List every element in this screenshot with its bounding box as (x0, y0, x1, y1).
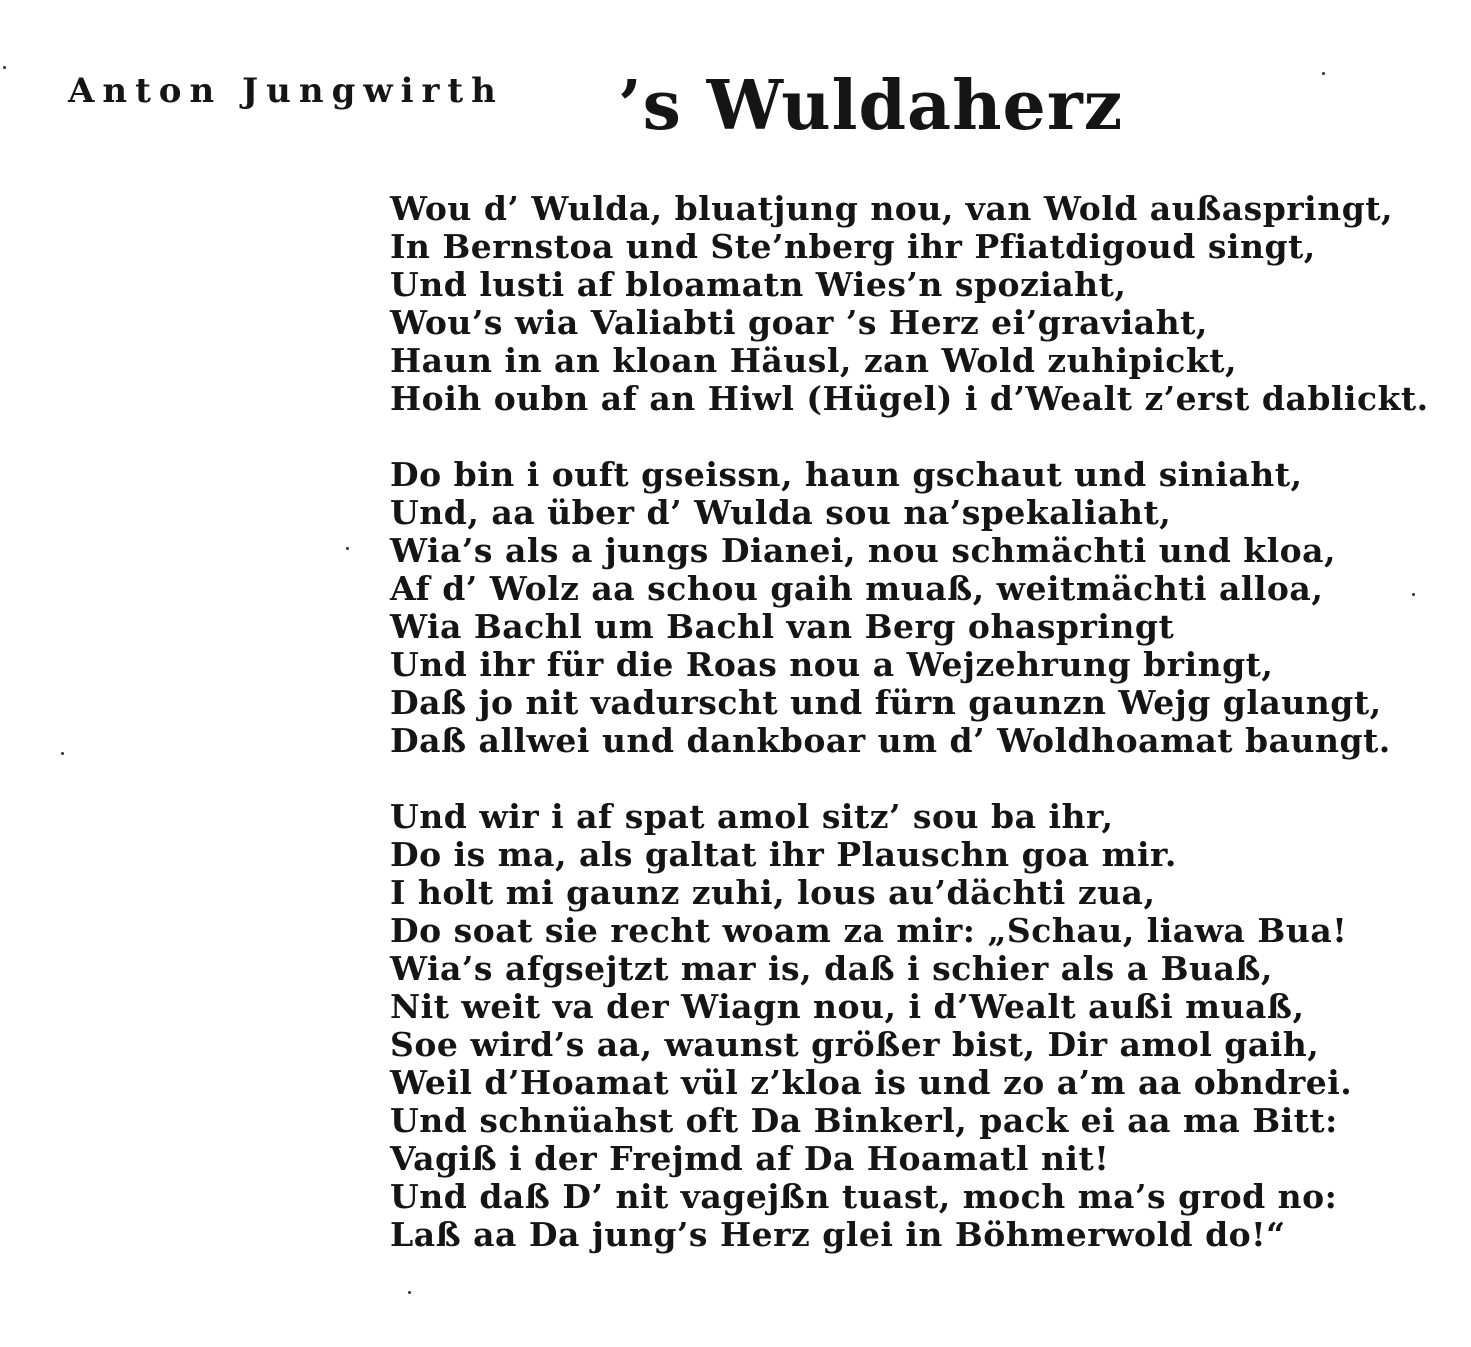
poem-line: Wou d’ Wulda, bluatjung nou, van Wold außaspringt, (390, 189, 1394, 228)
stanza-3 (390, 798, 1450, 1254)
poem-line: Do soat sie recht woam za mir: „Schau, liawa Bua! (390, 911, 1348, 950)
stanza-2 (390, 456, 1450, 760)
poem-line: Wia Bachl um Bachl van Berg ohaspringt (390, 607, 1175, 646)
poem-line: Laß aa Da jung’s Herz glei in Böhmerwold do!“ (390, 1215, 1286, 1254)
scan-speck (1322, 72, 1325, 75)
poem-line: Weil d’Hoamat vül z’kloa is und zo a’m aa obndrei. (390, 1063, 1353, 1102)
poem-line: Do bin i ouft gseissn, haun gschaut und siniaht, (390, 455, 1303, 494)
poem-line: Vagiß i der Frejmd af Da Hoamatl nit! (390, 1139, 1110, 1178)
scan-speck (346, 547, 349, 550)
poem-line: Haun in an kloan Häusl, zan Wold zuhipickt, (390, 341, 1237, 380)
poem-line: Wia’s afgsejtzt mar is, daß i schier als a Buaß, (390, 949, 1273, 988)
scan-speck (61, 752, 64, 755)
poem-line: Und schnüahst oft Da Binkerl, pack ei aa ma Bitt: (390, 1101, 1338, 1140)
poem-line: Wia’s als a jungs Dianei, nou schmächti und kloa, (390, 531, 1337, 570)
poem-line: Hoih oubn af an Hiwl (Hügel) i d’Wealt z’erst dablickt. (390, 379, 1429, 418)
poem-line: Und, aa über d’ Wulda sou na’spekaliaht, (390, 493, 1172, 532)
scan-speck (1412, 593, 1415, 596)
poem-line: Af d’ Wolz aa schou gaih muaß, weitmächti alloa, (390, 569, 1324, 608)
poem-line: Do is ma, als galtat ihr Plauschn goa mir. (390, 835, 1177, 874)
scan-speck (408, 1291, 411, 1294)
poem-line: Nit weit va der Wiagn nou, i d’Wealt außi muaß, (390, 987, 1305, 1026)
poem-line: Und wir i af spat amol sitz’ sou ba ihr, (390, 797, 1114, 836)
poem-line: I holt mi gaunz zuhi, lous au’dächti zua, (390, 873, 1156, 912)
stanza-1 (390, 190, 1450, 418)
author-name: Anton Jungwirth (68, 71, 504, 111)
poem-line: Wou’s wia Valiabti goar ’s Herz ei’graviaht, (390, 303, 1208, 342)
poem-body (390, 190, 1450, 1254)
poem-line: Und ihr für die Roas nou a Wejzehrung bringt, (390, 645, 1274, 684)
poem-line: In Bernstoa und Ste’nberg ihr Pfiatdigoud singt, (390, 227, 1316, 266)
poem-title: ’s Wuldaherz (618, 66, 1124, 146)
poem-line: Und daß D’ nit vagejßn tuast, moch ma’s grod no: (390, 1177, 1338, 1216)
poem-line: Daß jo nit vadurscht und fürn gaunzn Wejg glaungt, (390, 683, 1382, 722)
poem-line: Daß allwei und dankboar um d’ Woldhoamat baungt. (390, 721, 1391, 760)
poem-line: Und lusti af bloamatn Wies’n spoziaht, (390, 265, 1127, 304)
scan-speck (3, 66, 6, 69)
poem-line: Soe wird’s aa, waunst größer bist, Dir amol gaih, (390, 1025, 1320, 1064)
